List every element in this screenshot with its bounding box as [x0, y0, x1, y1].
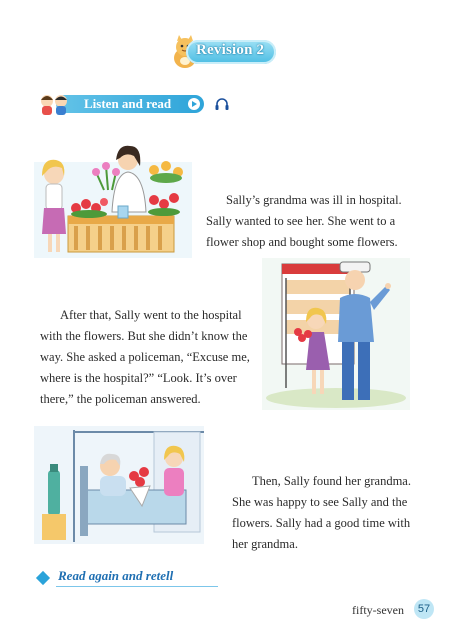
kids-icon	[36, 93, 72, 115]
diamond-bullet-icon	[36, 571, 50, 585]
headphones-icon[interactable]	[214, 96, 230, 112]
retell-label: Read again and retell	[58, 568, 174, 583]
play-arrow-icon[interactable]	[188, 98, 200, 110]
page-number-badge: 57	[414, 599, 434, 619]
retell-heading	[36, 568, 186, 590]
flower-shop-illustration	[34, 142, 192, 258]
policeman-illustration	[262, 258, 410, 410]
section-label: Listen and read	[84, 96, 172, 111]
paragraph-1: Sally’s grandma was ill in hospital. Sally wanted to see her. She went to a flower shop and bought some flowers.	[206, 192, 402, 249]
page-number-word: fifty-seven	[352, 603, 404, 617]
revision-header	[170, 34, 278, 70]
page-title: Revision 2	[196, 42, 265, 58]
paragraph-3: Then, Sally found her grandma. She was happy to see Sally and the flowers. Sally had a good time with her grandma.	[232, 473, 411, 551]
paragraph-2: After that, Sally went to the hospital with the flowers. But she didn’t know the way. She asked a policeman, “Excuse me, where is the hospital?” “Look. It’s over there,” the policeman answered.	[40, 307, 250, 406]
hospital-illustration	[34, 426, 204, 544]
listen-and-read-bar	[36, 95, 212, 113]
